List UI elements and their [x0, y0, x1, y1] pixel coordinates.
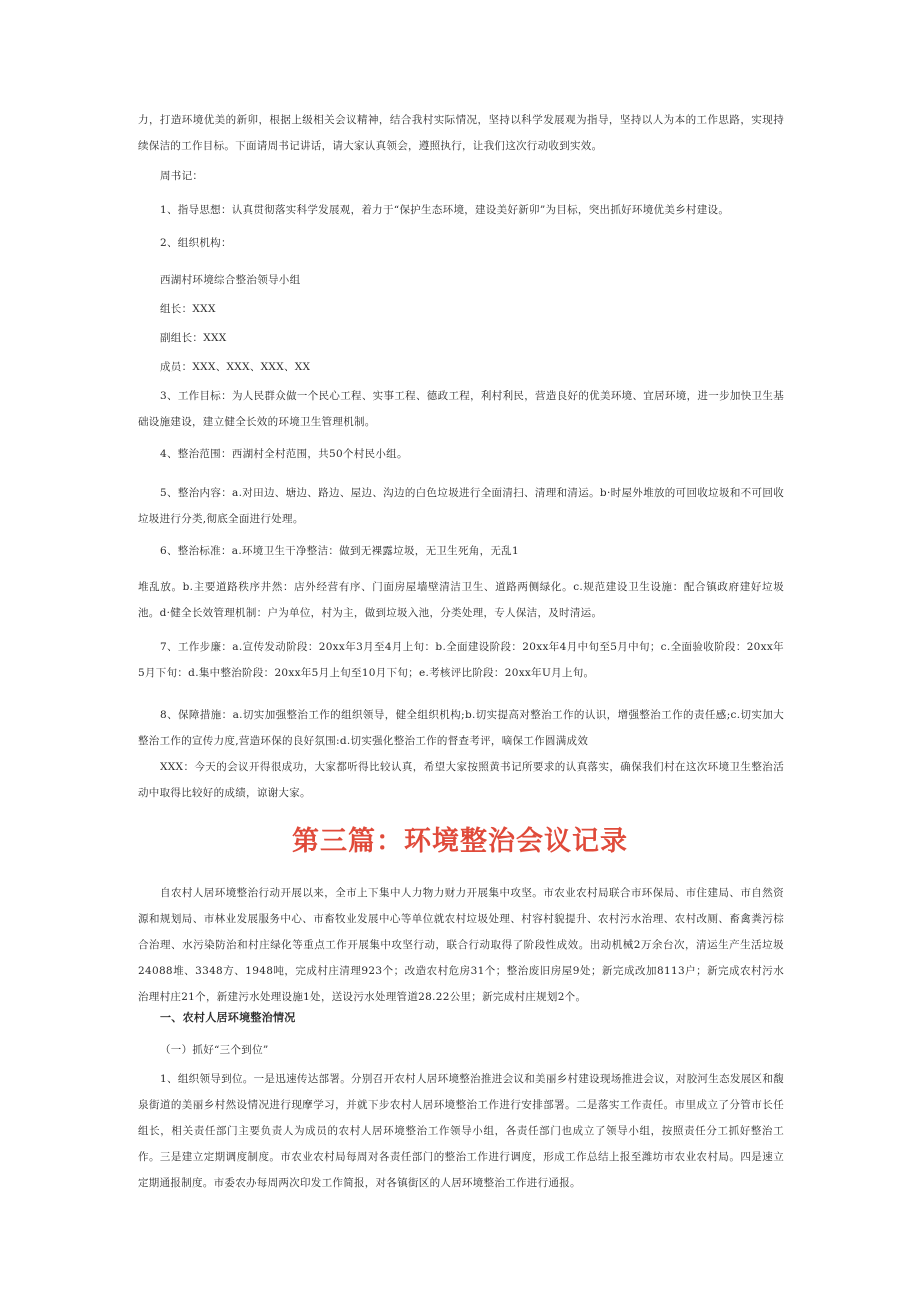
item-5-content: 5、整治内容：a.对田边、塘边、路边、屋边、沟边的白色垃圾进行全面清扫、清理和清运。b·时屋外堆放的可回收垃圾和不可回收垃圾进行分类,彻底全面进行处理。 [138, 487, 784, 525]
item-1-guiding-thought: 1、指导思想：认真贯彻落实科学发展观，着力于“保护生态环境，建设美好新卯”为目标，突出抓好环境优美乡村建设。 [160, 204, 730, 216]
section-heading-1: 一、农村人居环境整治情况 [160, 1011, 296, 1024]
item-3-work-goal: 3、工作目标：为人民群众做一个民心工程、实事工程、德政工程，利村利民，营造良好的优美环境、宜居环境，进一步加快卫生基础设施建设，建立健全长效的环境卫生管理机制。 [138, 390, 784, 428]
item-4-scope: 4、整治范围：西湖村全村范围，共50个村民小组。 [160, 448, 408, 460]
vice-leader: 副组长：XXX [160, 332, 227, 344]
section-title: 第三篇：环境整治会议记录 [292, 826, 628, 857]
item-6-standard: 6、整治标准：a.环境卫生干净整洁：做到无裸露垃圾，无卫生死角，无乱1 [160, 545, 519, 557]
item-6-standard-cont: 堆乱放。b.主要道路秩序井然：店外经营有序、门面房屋墙壁清洁卫生、道路两侧绿化。c.规范建设卫生设施：配合镇政府建好垃圾池。d·健全长效管理机制：户为单位，村为主，做到垃圾入池，分类处理，专人保洁，及时清运。 [138, 581, 784, 619]
section-subheading: （一）抓好“三个到位” [160, 1044, 269, 1056]
organization-paragraph: 1、组织领导到位。一是迅速传达部署。分别召开农村人居环境整治推进会议和美丽乡村建设现场推进会议，对胶河生态发展区和馥泉街道的美丽乡村然设情况进行现摩学习，并就下步农村人居环境整治工作进行安排部署。二是落实工作责任。市里成立了分管市长任组长，相关责任部门主要负责人为成员的农村人居环境整治工作领导小组，各责任部门也成立了领导小组，按照责任分工抓好整治工作。三是建立定期调度制度。市农业农村局每周对各责任部门的整治工作进行调度，形成工作总结上报至潍坊市农业农村局。四是速立定期通报制度。市委农办每周两次印发工作简报，对各镇街区的人居环境整治工作进行通报。 [138, 1073, 784, 1189]
leading-group-name: 西湖村环境综合整治领导小组 [160, 274, 301, 286]
intro-paragraph: 力，打造环境优美的新卯，根据上级相关会议精神，结合我村实际情况，坚持以科学发展观为指导，坚持以人为本的工作思路，实现持续保洁的工作目标。下面请周书记讲话，请大家认真领会，遵照执行，让我们这次行动收到实效。 [138, 114, 784, 152]
speaker-label: 周书记： [160, 170, 204, 182]
section-intro-paragraph: 自农村人居环境整治行动开展以来，全市上下集中人力物力财力开展集中攻坚。市农业农村局联合市环保局、市住建局、市自然资源和规划局、市林业发展服务中心、市畜牧业发展中心等单位就农村垃圾处理、村容村貌提升、农村污水治理、农村改厕、畜禽粪污棕合治理、水污染防治和村庄绿化等重点工作开展集中攻坚行动，联合行动取得了阶段性成效。出动机械2万余台次，清运生产生活垃圾24088堆、3348方、1948吨，完成村庄清理923个；改造农村危房31个；整治废旧房屋9处；新完成改加8113户；新完成农村污水治理村庄21个，新建污水处理设施1处，送设污水处理管道28.22公里；新完成村庄规划2个。 [138, 887, 784, 1003]
group-members: 成员：XXX、XXX、XXX、XX [160, 361, 311, 373]
group-leader: 组长：XXX [160, 303, 216, 315]
item-8-measures: 8、保障措施：a.切实加强整治工作的组织领导，健全组织机构;b.切实提高对整治工作的认识，增强整治工作的责任感;c.切实加大整治工作的宣传力度,营造环保的良好氛围:d.切实强化整治工作的督查考评，嘀保工作圆满成效 [138, 709, 784, 747]
item-2-organization: 2、组织机构： [160, 237, 232, 249]
item-7-steps: 7、工作步廉：a.宣传发动阶段：20xx年3月至4月上旬：b.全面建设阶段：20xx年4月中旬至5月中旬；c.全面验收阶段：20xx年5月下旬：d.集中整治阶段：20xx年5月上旬至10月下旬；e.考核评比阶段：20xx年U月上旬。 [138, 641, 784, 679]
closing-remarks: XXX：今天的会议开得很成功，大家都听得比较认真，希望大家按照黄书记所要求的认真落实，确保我们村在这次环境卫生整治活动中取得比较好的成绩，谅谢大家。 [138, 761, 784, 799]
